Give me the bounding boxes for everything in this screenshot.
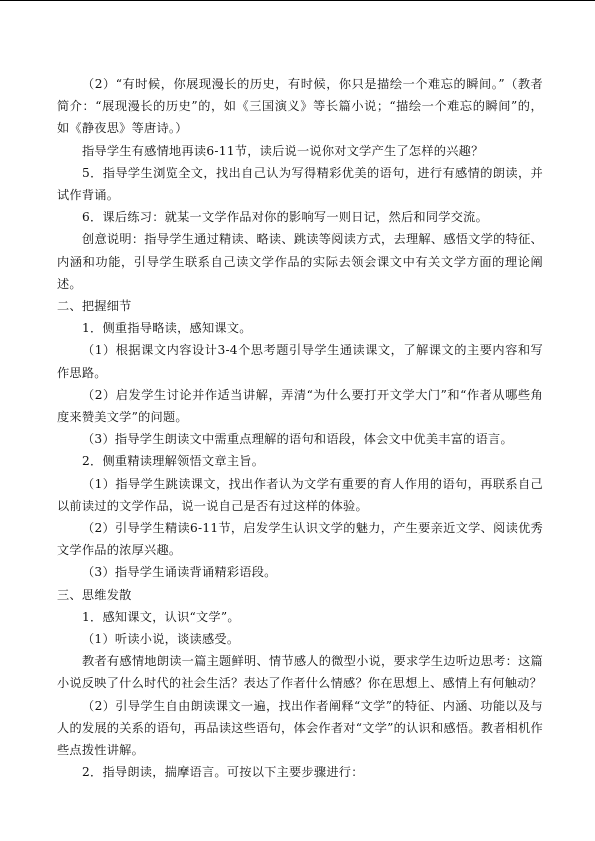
paragraph-item-1-3: （3）指导学生朗读文中需重点理解的语句和语段，体会文中优美丰富的语言。 bbox=[82, 432, 513, 447]
paragraph-item-3-1-1: （1）听读小说，谈读感受。 bbox=[82, 632, 240, 647]
paragraph-reread-instruction: 指导学生有感情地再读6-11节，读后说一说你对文学产生了怎样的兴趣？ bbox=[82, 143, 484, 158]
section-heading-2: 二、把握细节 bbox=[57, 299, 132, 314]
paragraph-item-2-1: （1）指导学生跳读课文，找出作者认为文学有重要的育人作用的语句，再联系自己以前读过的文学作品，说一说自己是否有过这样的体验。 bbox=[57, 476, 543, 513]
paragraph-creative-note: 创意说明：指导学生通过精读、略读、跳读等阅读方式，去理解、感悟文学的特征、内涵和功能，引导学生联系自己读文学作品的实际去领会课文中有关文学方面的理论阐述。 bbox=[57, 232, 543, 291]
paragraph-quote-intro: （2）“有时候，你展现漫长的历史，有时候，你只是描绘一个难忘的瞬间。”（教者简介：“展现漫长的历史”的，如《三国演义》等长篇小说；“描绘一个难忘的瞬间”的，如《静夜思》等唐诗。） bbox=[57, 77, 543, 136]
paragraph-step-5: 5．指导学生浏览全文，找出自己认为写得精彩优美的语句，进行有感情的朗读，并试作背诵。 bbox=[57, 165, 543, 203]
paragraph-item-1-2: （2）启发学生讨论并作适当讲解，弄清“为什么要打开文学大门”和“作者从哪些角度来赞美文学”的问题。 bbox=[57, 387, 543, 425]
paragraph-item-1: 1．侧重指导略读，感知课文。 bbox=[82, 321, 252, 336]
document-body bbox=[57, 73, 543, 784]
paragraph-item-3-2: 2．指导朗读，揣摩语言。可按以下主要步骤进行： bbox=[82, 765, 364, 780]
page-top-border bbox=[0, 0, 595, 1]
paragraph-item-3-1-2: （2）引导学生自由朗读课文一遍，找出作者阐释“文学”的特征、内涵、功能以及与人的发展的关系的语句，再品读这些语句，体会作者对“文学”的认识和感悟。教者相机作些点拨性讲解。 bbox=[57, 698, 543, 758]
paragraph-step-6: 6．课后练习：就某一文学作品对你的影响写一则日记，然后和同学交流。 bbox=[82, 210, 489, 225]
paragraph-item-2-2: （2）引导学生精读6-11节，启发学生认识文学的魅力，产生要亲近文学、阅读优秀文学作品的浓厚兴趣。 bbox=[57, 521, 543, 558]
section-heading-3: 三、思维发散 bbox=[57, 587, 132, 602]
paragraph-item-1-1: （1）根据课文内容设计3-4个思考题引导学生通读课文，了解课文的主要内容和写作思路。 bbox=[57, 343, 543, 380]
paragraph-item-3-1: 1．感知课文，认识“文学”。 bbox=[82, 609, 240, 624]
paragraph-item-2-3: （3）指导学生诵读背诵精彩语段。 bbox=[82, 565, 277, 580]
paragraph-teacher-reading: 教者有感情地朗读一篇主题鲜明、情节感人的微型小说，要求学生边听边思考：这篇小说反映了什么时代的社会生活？表达了作者什么情感？你在思想上、感情上有何触动？ bbox=[57, 654, 543, 691]
paragraph-item-2: 2．侧重精读理解领悟文章主旨。 bbox=[82, 454, 265, 469]
